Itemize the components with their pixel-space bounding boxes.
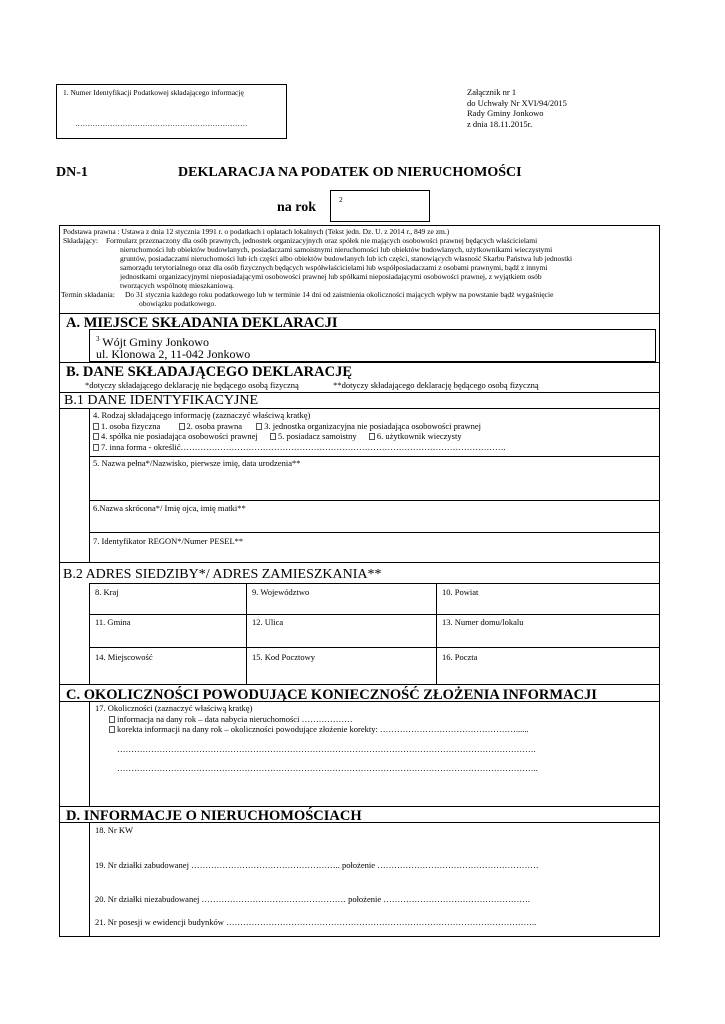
field-9-voivodeship[interactable]: 9. Województwo	[252, 587, 310, 597]
deadline-line: obowiązku podatkowego.	[139, 299, 217, 308]
option-other-form[interactable]	[93, 442, 506, 452]
legal-basis	[63, 227, 655, 308]
option-legal-person[interactable]	[179, 421, 242, 431]
option-label: informacja na dany rok – data nabycia nieruchomości ………………	[117, 713, 353, 724]
option-perpetual-user[interactable]	[369, 431, 462, 441]
field-7-regon-pesel[interactable]: 7. Identyfikator REGON*/Numer PESEL**	[93, 536, 244, 546]
filer-line: gruntów, posiadaczami nieruchomości lub ich części albo obiektów budowlanych lub ich części, stanowiących własność Skarbu Państwa lub jednostki	[120, 254, 573, 263]
nip-box[interactable]	[56, 84, 287, 139]
field-17-label: 17. Okoliczności (zaznaczyć właściwą kratkę)	[95, 703, 253, 713]
field-13-house-number[interactable]: 13. Numer domu/lokalu	[442, 617, 524, 627]
checkbox[interactable]	[109, 716, 115, 723]
option-correction[interactable]	[109, 724, 529, 734]
legal-basis-text: Podstawa prawna : Ustawa z dnia 12 stycznia 1991 r. o podatkach i opłatach lokalnych (Tekst jedn. Dz. U. z 2014 r., 849 ze zm.)	[63, 227, 450, 236]
nip-label: 1. Numer Identyfikacji Podatkowej składającego informację	[63, 88, 244, 97]
field-14-town[interactable]: 14. Miejscowość	[95, 652, 153, 662]
field-15-postal-code[interactable]: 15. Kod Pocztowy	[252, 652, 316, 662]
attachment-note	[467, 87, 667, 129]
office-name: Wójt Gminy Jonkowo	[102, 335, 209, 349]
deadline-line: Do 31 stycznia każdego roku podatkowego lub w terminie 14 dni od zaistnienia okoliczności mających wpływ na powstanie bądź wygaśnięcie	[125, 290, 554, 299]
option-label: 5. posiadacz samoistny	[278, 431, 357, 441]
attachment-line: Załącznik nr 1	[467, 87, 517, 97]
checkbox[interactable]	[93, 444, 99, 451]
checkbox[interactable]	[369, 433, 375, 440]
field-20-unbuilt-plot[interactable]: 20. Nr działki niezabudowanej …………………………………………… położenie …………………………………………….	[95, 894, 530, 904]
field-8-country[interactable]: 8. Kraj	[95, 587, 119, 597]
field-18-land-register[interactable]: 18. Nr KW	[95, 825, 134, 835]
option-org-unit[interactable]	[256, 421, 481, 431]
field-16-post-office[interactable]: 16. Poczta	[442, 652, 478, 662]
nip-dots: ……………………………………………………………	[75, 119, 248, 128]
attachment-line: do Uchwały Nr XVI/94/2015	[467, 97, 567, 108]
checkbox[interactable]	[179, 423, 185, 430]
attachment-line: z dnia 18.11.2015r.	[467, 118, 533, 129]
note-legal-entity: *dotyczy składającego deklarację nie będącego osobą fizyczną	[85, 380, 299, 390]
option-label: korekta informacji na dany rok – okoliczności powodujące złożenie korekty: …………………………………………......	[117, 724, 529, 734]
field-6-short-name[interactable]: 6.Nazwa skrócona*/ Imię ojca, imię matki**	[93, 503, 246, 513]
option-label: 7. inna forma - określić…………………………………………………………………………………………………….	[101, 441, 506, 452]
field-19-built-plot[interactable]: 19. Nr działki zabudowanej …………………………………………….. położenie …………………………………………………	[95, 860, 539, 870]
reason-line[interactable]: ………………………………………………………………………………………………………………………………….	[117, 743, 536, 754]
section-a-title: A. MIEJSCE SKŁADANIA DEKLARACJI	[66, 315, 338, 331]
submission-field-no: 3	[96, 335, 100, 343]
deadline-label: Termin składania:	[61, 290, 115, 299]
section-b2-title: B.2 ADRES SIEDZIBY*/ ADRES ZAMIESZKANIA**	[63, 567, 382, 582]
filer-line: nieruchomości lub obiektów budowlanych, posiadaczami samoistnymi nieruchomości lub obiektów budowlanych, użytkownikami wieczystymi	[120, 245, 553, 254]
filer-line: jednostkami organizacyjnymi nieposiadającymi osobowości prawnej lub spółkami nieposiadającymi osobowości prawnej, z wyjątkiem osób	[120, 272, 542, 281]
checkbox[interactable]	[270, 433, 276, 440]
option-annual-info[interactable]	[109, 714, 353, 724]
form-title: DEKLARACJA NA PODATEK OD NIERUCHOMOŚCI	[178, 165, 522, 180]
field-21-property-number[interactable]: 21. Nr posesji w ewidencji budynków ………………………………………………………………………………………………..	[95, 917, 537, 927]
section-b1-title: B.1 DANE IDENTYFIKACYJNE	[64, 393, 259, 408]
field-10-county[interactable]: 10. Powiat	[442, 587, 479, 597]
submission-place-box[interactable]	[89, 329, 656, 362]
field-4-label: 4. Rodzaj składającego informację (zaznaczyć właściwą kratkę)	[93, 410, 311, 420]
option-label: 2. osoba prawna	[186, 420, 242, 431]
form-code: DN-1	[56, 165, 88, 180]
field-11-commune[interactable]: 11. Gmina	[95, 617, 131, 627]
note-natural-person: **dotyczy składającego deklarację będącego osobą fizyczną	[333, 380, 539, 390]
attachment-line: Rady Gminy Jonkowo	[467, 108, 544, 118]
reason-line[interactable]: …………………………………………………………………………………………………………………………………..	[117, 763, 538, 773]
section-c-title: C. OKOLICZNOŚCI POWODUJĄCE KONIECZNOŚĆ ZŁOŻENIA INFORMACJI	[66, 687, 597, 703]
filer-line: Formularz przeznaczony dla osób prawnych, jednostek organizacyjnych oraz spółek nie mających osobowości prawnej będących właścicielami	[106, 236, 538, 245]
option-company[interactable]	[93, 431, 258, 441]
section-b-notes	[85, 380, 539, 391]
section-d-title: D. INFORMACJE O NIERUCHOMOŚCIACH	[66, 808, 362, 824]
field-4	[93, 410, 653, 452]
option-label: 1. osoba fizyczna	[101, 420, 161, 431]
checkbox[interactable]	[93, 423, 99, 430]
year-label: na rok	[277, 200, 317, 215]
office-address: ul. Klonowa 2, 11-042 Jonkowo	[96, 347, 251, 361]
year-field[interactable]	[330, 190, 430, 222]
field-5-full-name[interactable]: 5. Nazwa pełna*/Nazwisko, pierwsze imię, data urodzenia**	[93, 458, 301, 468]
option-label: 4. spółka nie posiadająca osobowości prawnej	[101, 431, 258, 441]
field-12-street[interactable]: 12. Ulica	[252, 617, 284, 627]
filer-line: samorządu terytorialnego oraz dla osób fizycznych będących współwłaścicielami lub współposiadaczami z osobami prawnymi, bądź z innymi	[120, 263, 548, 272]
filer-line: tworzących wspólnotę mieszkaniową.	[120, 281, 234, 290]
checkbox[interactable]	[93, 433, 99, 440]
checkbox[interactable]	[109, 726, 115, 733]
checkbox[interactable]	[256, 423, 262, 430]
option-independent-possessor[interactable]	[270, 431, 357, 441]
field-17	[95, 703, 655, 774]
option-natural-person[interactable]	[93, 421, 160, 431]
filer-label: Składający:	[63, 236, 98, 245]
section-b-title: B. DANE SKŁADAJĄCEGO DEKLARACJĘ	[66, 364, 353, 380]
option-label: 3. jednostka organizacyjna nie posiadająca osobowości prawnej	[264, 420, 481, 431]
year-field-no: 2	[339, 195, 343, 204]
option-label: 6. użytkownik wieczysty	[376, 431, 462, 441]
